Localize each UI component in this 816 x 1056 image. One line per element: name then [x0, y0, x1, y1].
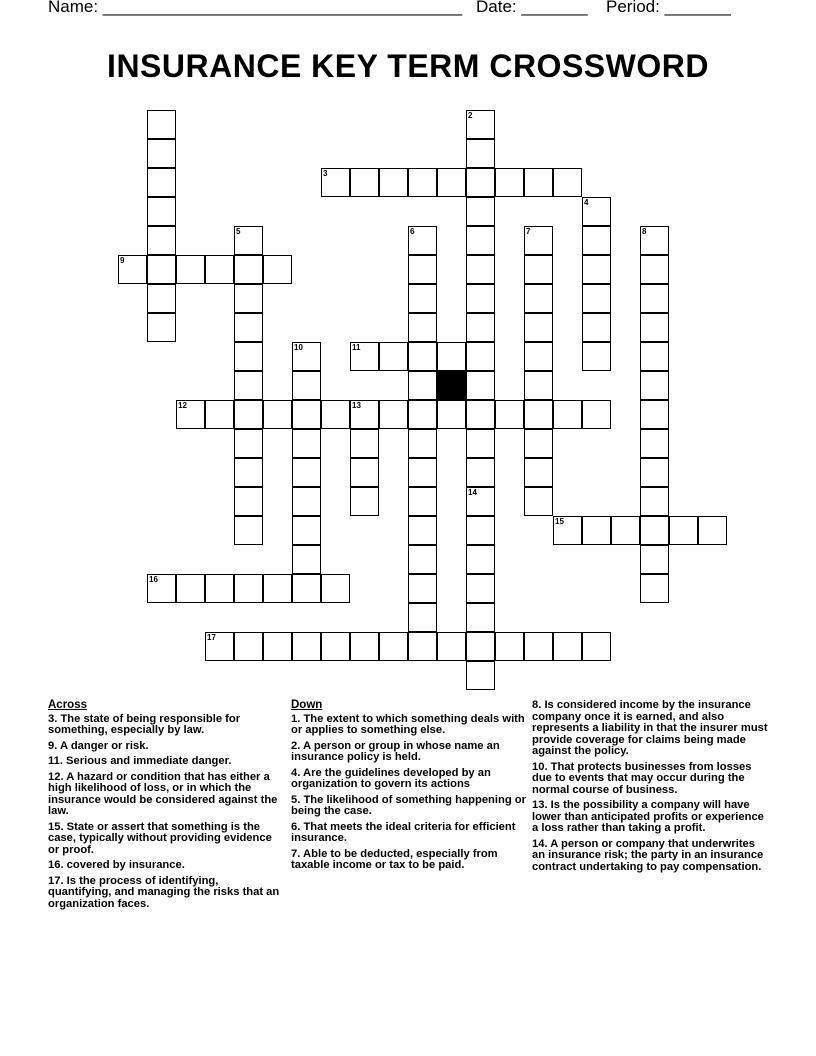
grid-cell[interactable]: [524, 371, 553, 400]
grid-cell[interactable]: [495, 632, 524, 661]
clue-item: [291, 768, 527, 791]
clue-number-label: 17.: [48, 874, 64, 887]
clue-number-label: 4.: [291, 766, 301, 779]
clue-number-label: 13.: [532, 799, 548, 811]
grid-cell[interactable]: [118, 255, 147, 284]
grid-cell[interactable]: [524, 226, 553, 255]
grid-cell[interactable]: [408, 313, 437, 342]
clue-number: 11: [352, 343, 361, 352]
grid-cell[interactable]: [234, 487, 263, 516]
grid-cell[interactable]: [408, 168, 437, 197]
grid-cell[interactable]: [466, 110, 495, 139]
down-clues: [291, 700, 527, 876]
grid-cell[interactable]: [205, 632, 234, 661]
date-field[interactable]: Date: _______: [476, 0, 588, 16]
grid-cell[interactable]: [147, 255, 176, 284]
clue-number-label: 12.: [48, 770, 64, 783]
grid-cell[interactable]: [234, 574, 263, 603]
clue-number: 14: [468, 488, 477, 497]
clue-text: That protects businesses from losses due to events that may occur during the normal course of business.: [532, 760, 752, 796]
clue-number-label: 6.: [291, 820, 301, 833]
grid-cell[interactable]: [640, 255, 669, 284]
grid-cell[interactable]: [292, 371, 321, 400]
grid-cell[interactable]: [234, 313, 263, 342]
grid-cell[interactable]: [466, 400, 495, 429]
clue-number: 3: [323, 169, 328, 178]
clue-item: [48, 860, 284, 872]
grid-cell[interactable]: [524, 632, 553, 661]
grid-cell[interactable]: [350, 342, 379, 371]
grid-cell[interactable]: [466, 226, 495, 255]
clue-number: 4: [584, 198, 589, 207]
grid-cell[interactable]: [582, 226, 611, 255]
grid-cell[interactable]: [466, 255, 495, 284]
grid-cell[interactable]: [640, 313, 669, 342]
grid-cell[interactable]: [524, 342, 553, 371]
grid-cell[interactable]: [640, 516, 669, 545]
grid-cell[interactable]: [582, 313, 611, 342]
grid-cell[interactable]: [263, 255, 292, 284]
grid-cell[interactable]: [408, 516, 437, 545]
grid-cell[interactable]: [234, 632, 263, 661]
grid-cell[interactable]: [582, 632, 611, 661]
clue-item: [48, 756, 284, 768]
grid-cell[interactable]: [524, 458, 553, 487]
grid-cell[interactable]: [466, 603, 495, 632]
clue-item: [532, 700, 768, 758]
grid-cell[interactable]: [176, 400, 205, 429]
grid-cell[interactable]: [640, 342, 669, 371]
grid-cell[interactable]: [524, 429, 553, 458]
grid-cell[interactable]: [408, 545, 437, 574]
clue-item: [48, 772, 284, 818]
grid-cell[interactable]: [292, 458, 321, 487]
grid-cell[interactable]: [379, 632, 408, 661]
grid-cell[interactable]: [466, 574, 495, 603]
grid-cell[interactable]: [408, 574, 437, 603]
clue-item: [48, 876, 284, 911]
grid-cell[interactable]: [524, 168, 553, 197]
grid-cell[interactable]: [234, 371, 263, 400]
grid-cell[interactable]: [466, 168, 495, 197]
clue-text: That meets the ideal criteria for efficient insurance.: [291, 820, 516, 844]
grid-cell[interactable]: [582, 255, 611, 284]
grid-cell[interactable]: [292, 487, 321, 516]
grid-cell[interactable]: [466, 429, 495, 458]
grid-cell[interactable]: [466, 284, 495, 313]
grid-cell[interactable]: [553, 400, 582, 429]
grid-cell[interactable]: [379, 400, 408, 429]
grid-cell[interactable]: [234, 458, 263, 487]
grid-cell[interactable]: [640, 226, 669, 255]
grid-cell[interactable]: [234, 516, 263, 545]
grid-cell[interactable]: [321, 574, 350, 603]
grid-cell[interactable]: [321, 632, 350, 661]
grid-cell[interactable]: [234, 226, 263, 255]
grid-cell[interactable]: [553, 168, 582, 197]
grid-cell[interactable]: [147, 110, 176, 139]
grid-cell[interactable]: [582, 400, 611, 429]
grid-cell[interactable]: [205, 255, 234, 284]
grid-cell[interactable]: [640, 371, 669, 400]
grid-cell[interactable]: [350, 168, 379, 197]
grid-cell[interactable]: [408, 458, 437, 487]
grid-cell[interactable]: [582, 342, 611, 371]
grid-cell[interactable]: [640, 284, 669, 313]
grid-cell[interactable]: [466, 139, 495, 168]
clue-number-label: 14.: [532, 837, 548, 850]
grid-cell[interactable]: [495, 400, 524, 429]
grid-cell[interactable]: [321, 400, 350, 429]
grid-cell[interactable]: [524, 255, 553, 284]
grid-cell[interactable]: [292, 545, 321, 574]
grid-cell[interactable]: [466, 342, 495, 371]
grid-cell[interactable]: [466, 661, 495, 690]
grid-cell[interactable]: [234, 429, 263, 458]
grid-cell[interactable]: [669, 516, 698, 545]
grid-cell[interactable]: [408, 255, 437, 284]
grid-cell[interactable]: [350, 487, 379, 516]
grid-cell[interactable]: [263, 632, 292, 661]
grid-cell[interactable]: [437, 400, 466, 429]
clue-number: 2: [468, 111, 473, 120]
grid-cell[interactable]: [698, 516, 727, 545]
grid-cell[interactable]: [408, 342, 437, 371]
clue-text: Is the process of identifying, quantifying, and managing the risks that an organization faces.: [48, 874, 280, 910]
grid-cell[interactable]: [408, 400, 437, 429]
clue-number: 8: [642, 227, 647, 236]
grid-cell[interactable]: [466, 487, 495, 516]
clue-item: [291, 795, 527, 818]
clue-number: 16: [149, 575, 158, 584]
clue-number-label: 2.: [291, 739, 301, 752]
grid-cell[interactable]: [582, 197, 611, 226]
grid-cell[interactable]: [466, 632, 495, 661]
grid-cell[interactable]: [466, 516, 495, 545]
grid-cell[interactable]: [176, 255, 205, 284]
grid-cell[interactable]: [408, 429, 437, 458]
grid-cell[interactable]: [350, 458, 379, 487]
clue-text: covered by insurance.: [66, 859, 185, 871]
clue-number-label: 5.: [291, 793, 301, 806]
grid-cell[interactable]: [147, 197, 176, 226]
clue-number: 10: [294, 343, 303, 352]
grid-cell[interactable]: [379, 342, 408, 371]
period-field[interactable]: Period: _______: [606, 0, 731, 16]
clue-item: [291, 741, 527, 764]
grid-cell[interactable]: [437, 632, 466, 661]
grid-cell[interactable]: [147, 313, 176, 342]
clue-item: [532, 800, 768, 835]
clue-text: The extent to which something deals with or applies to something else.: [291, 712, 525, 736]
name-field[interactable]: Name: ______________________________________: [48, 0, 463, 16]
clue-text: Is considered income by the insurance company once it is earned, and also represents a liability in that the insurer must provide coverage for claims being made against the policy.: [532, 699, 768, 757]
grid-cell[interactable]: [495, 168, 524, 197]
clue-item: [532, 762, 768, 797]
grid-cell[interactable]: [611, 516, 640, 545]
grid-cell[interactable]: [553, 516, 582, 545]
clue-number: 6: [410, 227, 415, 236]
grid-cell[interactable]: [640, 545, 669, 574]
grid-cell[interactable]: [524, 313, 553, 342]
grid-cell[interactable]: [640, 429, 669, 458]
across-clues: [48, 700, 284, 914]
grid-cell[interactable]: [234, 284, 263, 313]
grid-cell[interactable]: [147, 168, 176, 197]
grid-cell[interactable]: [466, 545, 495, 574]
clue-number: 12: [178, 401, 187, 410]
grid-cell[interactable]: [582, 284, 611, 313]
grid-cell[interactable]: [466, 458, 495, 487]
clue-number-label: 16.: [48, 859, 64, 871]
clue-item: [532, 839, 768, 874]
grid-cell[interactable]: [408, 603, 437, 632]
grid-cell[interactable]: [408, 371, 437, 400]
grid-cell[interactable]: [263, 400, 292, 429]
grid-cell[interactable]: [466, 197, 495, 226]
grid-cell[interactable]: [292, 632, 321, 661]
clue-text: The state of being responsible for something, especially by law.: [48, 712, 241, 736]
clue-item: [291, 714, 527, 737]
grid-cell[interactable]: [234, 255, 263, 284]
grid-cell[interactable]: [321, 168, 350, 197]
clue-text: Are the guidelines developed by an organization to govern its actions: [291, 766, 491, 790]
grid-cell[interactable]: [437, 168, 466, 197]
grid-cell[interactable]: [466, 313, 495, 342]
clue-text: A person or group in whose name an insurance policy is held.: [291, 739, 500, 763]
grid-cell[interactable]: [176, 574, 205, 603]
grid-cell[interactable]: [437, 342, 466, 371]
grid-cell[interactable]: [205, 574, 234, 603]
clue-item: [291, 849, 527, 872]
clue-number-label: 7.: [291, 847, 301, 860]
down-heading: Down: [291, 699, 323, 711]
grid-cell[interactable]: [147, 574, 176, 603]
clue-number-label: 1.: [291, 712, 301, 725]
down-clues-continued: [532, 700, 768, 877]
clue-number-label: 3.: [48, 712, 58, 725]
grid-cell[interactable]: [292, 400, 321, 429]
grid-cell[interactable]: [292, 574, 321, 603]
clue-text: Serious and immediate danger.: [66, 755, 232, 767]
grid-cell[interactable]: [350, 400, 379, 429]
grid-cell[interactable]: [640, 574, 669, 603]
grid-cell[interactable]: [234, 400, 263, 429]
clue-text: State or assert that something is the case, typically without providing evidence or proof.: [48, 820, 272, 856]
grid-cell[interactable]: [466, 371, 495, 400]
clue-text: The likelihood of something happening or being the case.: [291, 793, 526, 817]
clue-item: [48, 741, 284, 753]
clue-number: 15: [555, 517, 564, 526]
grid-cell[interactable]: [292, 429, 321, 458]
grid-cell[interactable]: [408, 632, 437, 661]
grid-cell[interactable]: [524, 400, 553, 429]
grid-cell[interactable]: [640, 487, 669, 516]
grid-cell[interactable]: [408, 226, 437, 255]
grid-cell[interactable]: [408, 487, 437, 516]
clue-text: A hazard or condition that has either a high likelihood of loss, or in which the insurance would be considered against the law.: [48, 770, 278, 817]
clue-item: [48, 714, 284, 737]
page-title: INSURANCE KEY TERM CROSSWORD: [107, 48, 709, 84]
grid-cell[interactable]: [553, 632, 582, 661]
grid-cell[interactable]: [205, 400, 234, 429]
grid-cell[interactable]: [408, 284, 437, 313]
clue-number-label: 15.: [48, 820, 64, 833]
grid-cell[interactable]: [350, 632, 379, 661]
clue-number: 7: [526, 227, 531, 236]
clue-number: 9: [120, 256, 125, 265]
grid-cell[interactable]: [147, 284, 176, 313]
across-heading: Across: [48, 699, 87, 711]
clue-text: Able to be deducted, especially from taxable income or tax to be paid.: [291, 847, 498, 871]
black-cell: [437, 371, 466, 400]
clue-number-label: 8.: [532, 699, 542, 711]
grid-cell[interactable]: [524, 487, 553, 516]
clue-number-label: 11.: [48, 755, 63, 767]
clue-number-label: 9.: [48, 739, 58, 752]
grid-cell[interactable]: [292, 342, 321, 371]
grid-cell[interactable]: [147, 139, 176, 168]
grid-cell[interactable]: [147, 226, 176, 255]
clue-number-label: 10.: [532, 760, 548, 773]
clue-text: A danger or risk.: [60, 739, 149, 752]
clue-item: [48, 822, 284, 857]
clue-number: 13: [352, 401, 361, 410]
clue-text: Is the possibility a company will have lower than anticipated profits or experience a loss rather than taking a profit.: [532, 799, 764, 834]
clue-item: [291, 822, 527, 845]
grid-cell[interactable]: [263, 574, 292, 603]
grid-cell[interactable]: [524, 284, 553, 313]
clue-number: 5: [236, 227, 241, 236]
grid-cell[interactable]: [379, 168, 408, 197]
grid-cell[interactable]: [582, 516, 611, 545]
clue-text: A person or company that underwrites an insurance risk; the party in an insurance contract undertaking to pay compensation.: [532, 837, 764, 873]
clue-number: 17: [207, 633, 216, 642]
grid-cell[interactable]: [640, 458, 669, 487]
grid-cell[interactable]: [234, 342, 263, 371]
grid-cell[interactable]: [292, 516, 321, 545]
grid-cell[interactable]: [350, 429, 379, 458]
grid-cell[interactable]: [640, 400, 669, 429]
